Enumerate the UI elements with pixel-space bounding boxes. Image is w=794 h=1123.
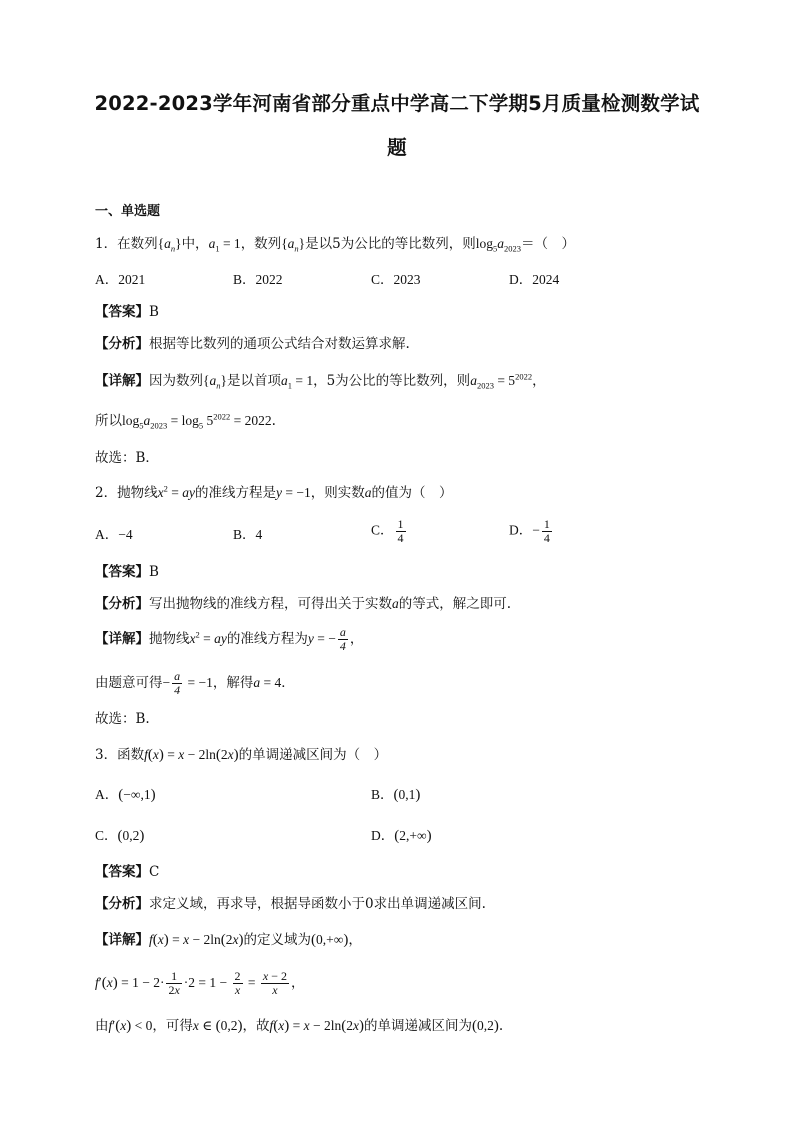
q2-choose: 故选：B. (95, 711, 150, 727)
q3-stem: 3．函数f(x) = x − 2ln(2x)的单调递减区间为（ ） (95, 747, 388, 763)
q2-option-d: D．− $\frac{1}{4}$ (509, 517, 550, 545)
q3-answer: 【答案】C (95, 864, 160, 880)
document-title (60, 82, 734, 170)
q3-derivative: f′(x) = 1 − 2· $\frac{1}{2x}$ ·2 = 1 − $\frac{2}{x}$ = $\frac{x - 2}{x}$ ， (95, 969, 305, 997)
q3-option-c: C．(0,2) (95, 828, 145, 844)
document-title-line1: 2022-2023学年河南省部分重点中学高二下学期5月质量检测数学试 (94, 92, 700, 115)
q2-option-c: C． $\frac{1}{4}$ (371, 517, 404, 545)
q1-option-c: C．2023 (371, 272, 421, 287)
q3-detail: 【详解】f(x) = x − 2ln(2x)的定义域为(0,+∞)， (95, 932, 362, 948)
section-heading: 一、单选题 (95, 204, 161, 219)
q2-option-a: A．−4 (95, 527, 133, 542)
q2-detail-2: 由题意可得− $\frac{a}{4}$ = −1，解得a = 4． (95, 669, 295, 697)
q1-option-b: B．2022 (233, 272, 283, 287)
q2-analysis: 【分析】写出抛物线的准线方程，可得出关于实数a的等式，解之即可. (95, 596, 512, 612)
q1-stem: 1．在数列$\{a_n\}$中，$a_1 = 1$，数列$\{a_n\}$是以5为公比的等比数列，则$\log_5a_{2023}=$（ ） (95, 236, 576, 254)
q3-option-b: B．(0,1) (371, 787, 421, 803)
q2-detail: 【详解】抛物线$x^2$ = ay的准线方程为y = − $\frac{a}{4}$ ， (95, 625, 364, 653)
q3-option-d: D．(2,+∞) (371, 828, 432, 844)
q3-analysis: 【分析】求定义域，再求导，根据导函数小于0求出单调递减区间. (95, 896, 486, 912)
q2-stem: 2．抛物线$x^2$ = ay的准线方程是y = −1，则实数a的值为（ ） (95, 483, 453, 501)
q1-detail: 【详解】因为数列$\{a_n\}$是以首项$a_1 = 1$，5为公比的等比数列，则$a_{2023} = 5^{2022}$， (95, 371, 546, 391)
q1-choose: 故选：B． (95, 450, 159, 466)
q3-option-a: A．(−∞,1) (95, 787, 156, 803)
q1-analysis: 【分析】根据等比数列的通项公式结合对数运算求解. (95, 336, 410, 352)
q2-option-b: B．4 (233, 527, 263, 542)
document-title-line2: 题 (387, 136, 407, 159)
q3-conclusion: 由f′(x) < 0，可得x ∈ (0,2)，故f(x) = x − 2ln(2x)的单调递减区间为(0,2). (95, 1018, 504, 1034)
q1-option-a: A．2021 (95, 272, 146, 287)
q1-detail-2: 所以$\log_5a_{2023} = \log_5 5^{2022} = 2022$. (95, 411, 276, 431)
q1-answer: 【答案】B (95, 304, 159, 320)
q2-answer: 【答案】B (95, 564, 159, 580)
q1-option-d: D．2024 (509, 272, 560, 287)
